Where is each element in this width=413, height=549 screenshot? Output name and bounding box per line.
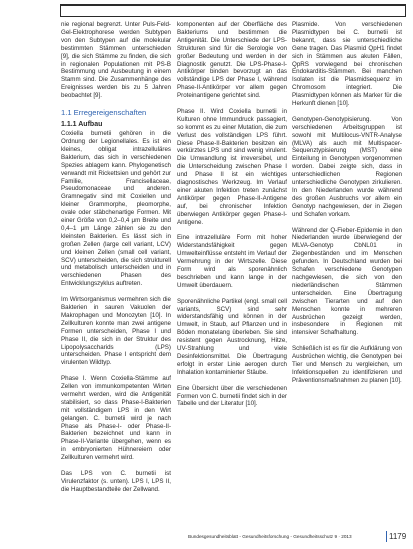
body-paragraph: Coxiella burnetii gehören in die Ordnung der Legionellales. Es ist ein kleines, obligat intrazelluläres Bakterium, das sich in verschiedenen Spezies ablagern kann. Phylogenetisch verwandt mit Rickettsien und gehört zur Familie, Francisellaceae, Pseudomonaceae und anderen. Gramnegativ sind mit Coxiellen und kleiner Grammorphe, pleomorphe, ovale oder stäbchenartige Formen. Mit einer Größe von 0,2–0,4 μm Breite und 0,4–1 μm Länge zählen sie zu den kleinsten Bakterien. Es lässt sich in großen Zellen (large cell variant, LCV) und kleinen Zellen (small cell variant, SCV) unterscheiden, die sich strukturell und metabolisch unterscheiden und in verschiedenen Phasen des Entwicklungszyklus auftreten. (61, 130, 171, 288)
body-paragraph: Sporenähnliche Partikel (engl. small cell variants, SCV) sind sehr widerstandsfähig und können in der Umwelt, in Staub, auf Pflanzen und in Böden monatelang überleben. Sie sind resistent gegen Austrocknung, Hitze, UV-Strahlung und viele Desinfektionsmittel. Die Übertragung erfolgt in erster Linie aerogen durch Inhalation kontaminierter Stäube. (177, 297, 287, 376)
body-paragraph: Das LPS von C. burnetii ist Virulenzfaktor (s. unten). LPS I, LPS II, die Hauptbestandteile der Zellwand. (61, 469, 171, 493)
header-rule-box (60, 4, 406, 17)
text-column-3 (292, 21, 402, 529)
body-paragraph: komponenten auf der Oberfläche des Bakteriums und bestimmen die Antigenität. Die Unterschiede der LPS-Strukturen sind für die Serologie von großer Bedeutung und werden in der Diagnostik genutzt. Die LPS-Phase-I-Antikörper binden bevorzugt an das vollständige LPS der Phase I, während Phase-II-Antikörper vor allem gegen Proteinantigene gerichtet sind. (177, 21, 287, 100)
body-paragraph: Genotypen-Genotypisierung. Von verschiedenen Arbeitsgruppen ist sowohl mit Multilocus-VNTR-Analyse (MLVA) als auch mit Multispacer-Sequenztypisierung (MST) eine Einteilung in Genotypen vorgenommen worden. Dabei zeigte sich, dass in unterschiedlichen Regionen unterschiedliche Genotypen zirkulieren. In den Niederlanden wurde während des großen Ausbruchs vor allem ein Genotyp nachgewiesen, der in Ziegen und Schafen vorkam. (292, 115, 402, 218)
page-number-divider (386, 531, 387, 542)
intro-paragraph: nie regional begrenzt. Unter Puls-Feld-Gel-Elektrophorese werden Subtypen von den Subtypen auf die molekular bestimmten Stämmen unterschieden [9], die sich Stämme zu finden, die sich in regionalen Populationen mit PS-B Bestimmung und Ausbeutung in einem Stamm sind. Die Zusammenhänge des Ereignisses werden bis zu 5 Jahren beobachtet [9]. (61, 21, 171, 100)
body-paragraph: Im Wirtsorganismus vermehren sich die Bakterien in sauren Vakuolen der Makrophagen und Monozyten [10]. In Zellkulturen konnte man zwei antigene Formen unterscheiden, Phase I und Phase II, die sich in der Struktur des Lipopolysaccharids (LPS) unterscheiden. Phase I entspricht dem virulenten Wildtyp. (61, 296, 171, 367)
body-paragraph: Eine intrazelluläre Form mit hoher Widerstandsfähigkeit gegen Umwelteinflüsse entsteht im Verlauf der Vermehrung in der Wirtszelle. Diese Form wird als sporenähnlich beschrieben und kann lange in der Umwelt überdauern. (177, 234, 287, 289)
section-heading: 1.1 Erregereigenschaften (61, 108, 147, 118)
body-paragraph: Schließlich ist es für die Aufklärung von Ausbrüchen wichtig, die Genotypen bei Tier und Mensch zu vergleichen, um Infektionsquellen zu identifizieren und Präventionsmaßnahmen zu planen [10]. (292, 345, 402, 384)
subsection-heading: 1.1.1 Aufbau (61, 121, 103, 129)
text-column-1 (61, 21, 171, 529)
body-paragraph: Während der Q-Fieber-Epidemie in den Niederlanden wurde überwiegend der MLVA-Genotyp CbNL01 in Ziegenbeständen und im Menschen gefunden. In Deutschland wurden bei Schafen verschiedene Genotypen nachgewiesen, die sich von den niederländischen Stämmen unterscheiden. Eine Übertragung zwischen Tierarten und auf den Menschen konnte in mehreren Ausbrüchen gezeigt werden, insbesondere in Regionen mit intensiver Schafhaltung. (292, 226, 402, 337)
page-number: 1179 (389, 532, 407, 541)
body-paragraph: Phase II. Wird Coxiella burnetii in Kulturen ohne Immundruck passagiert, so kommt es zu einer Mutation, die zum Verlust des vollständigen LPS führt. Diese Phase-II-Bakterien besitzen ein verkürztes LPS und sind wenig virulent. Die Umwandlung ist irreversibel, und die Unterscheidung zwischen Phase I und Phase II ist ein wichtiges diagnostisches Werkzeug. Im Verlauf einer akuten Infektion treten zunächst Antikörper gegen Phase-II-Antigene auf, bei chronischer Infektion überwiegen Antikörper gegen Phase-I-Antigene. (177, 107, 287, 226)
body-paragraph: Plasmide. Von verschiedenen Plasmidtypen bei C. burnetii ist bekannt, dass sie unterschiedliche Gene tragen. Das Plasmid QpH1 findet sich in Stämmen aus akuten Fällen, QpRS vorwiegend bei chronischen Endokarditis-Stämmen. Bei manchen Isolaten ist die Plasmidsequenz im Chromosom integriert. Die Plasmidtypen können als Marker für die Herkunft dienen [10]. (292, 21, 402, 108)
journal-footer: Bundesgesundheitsblatt - Gesundheitsforschung - Gesundheitsschutz 9 · 2013 (188, 534, 352, 539)
text-column-2 (177, 21, 287, 529)
body-paragraph: Eine Übersicht über die verschiedenen Formen von C. burnetii findet sich in der Tabelle und der Literatur [10]. (177, 384, 287, 408)
body-paragraph: Phase I. Wenn Coxiella-Stämme auf Zellen von immunkompetenten Wirten vermehrt werden, wird die Antigenität stabilisiert, so dass Phase-I-Bakterien mit vollständigem LPS in den Wirt gelangen. C. burnetii wird je nach Phase als Phase-I- oder Phase-II-Bakterien bezeichnet und kann in Phase-II-Variante übergehen, wenn es in embryonierten Hühnereiern oder Zellkulturen vermehrt wird. (61, 375, 171, 462)
